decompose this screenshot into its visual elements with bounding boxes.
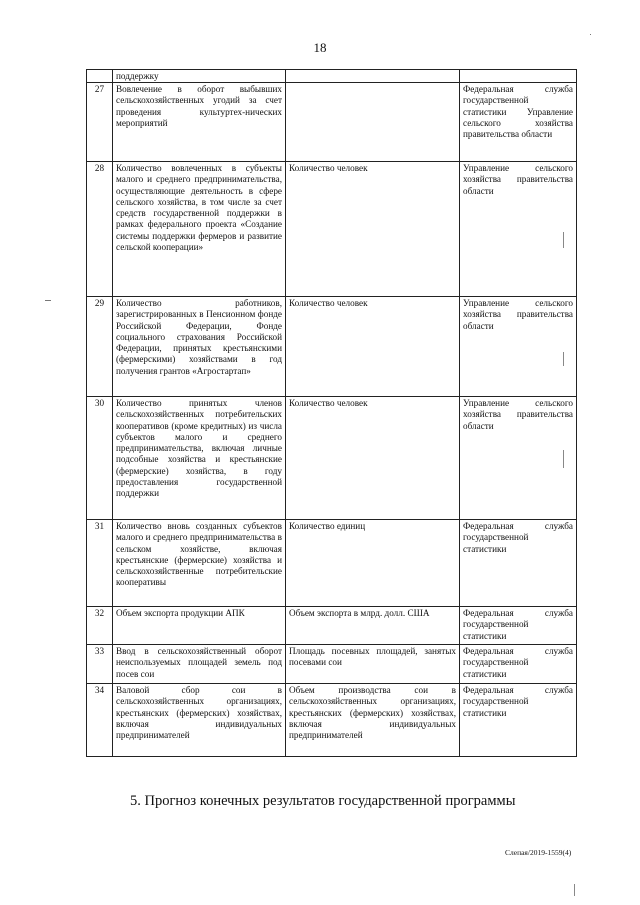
indicator-cell: поддержку [113,70,286,83]
table-row [87,83,577,162]
section-heading: 5. Прогноз конечных результатов государственной программы [130,793,516,809]
scan-speck [45,300,51,301]
unit-cell: Количество человек [286,397,460,520]
unit-cell: Объем производства сои в сельскохозяйственных организациях, крестьянских (фермерских) хозяйствах, включая индивидуальных предпринимателей [286,684,460,757]
source-cell: Управление сельского хозяйства правительства области [460,297,577,397]
indicator-cell: Ввод в сельскохозяйственный оборот неиспользуемых площадей земель под посев сои [113,645,286,684]
scan-mark [563,450,564,468]
source-cell: Федеральная служба государственной статистики [460,684,577,757]
table-row [87,645,577,684]
indicator-cell: Валовой сбор сои в сельскохозяйственных организациях, крестьянских (фермерских) хозяйствах, включая индивидуальных предпринимателей [113,684,286,757]
scan-mark [574,884,575,896]
row-number: 33 [87,645,113,684]
page-number: 18 [313,40,327,55]
source-cell: Управление сельского хозяйства правительства области [460,162,577,297]
unit-cell: Площадь посевных площадей, занятых посевами сои [286,645,460,684]
row-number: 30 [87,397,113,520]
table-row [87,607,577,645]
row-number [87,70,113,83]
unit-cell: Количество человек [286,162,460,297]
unit-cell [286,70,460,83]
unit-cell [286,83,460,162]
table-row [87,520,577,607]
row-number: 27 [87,83,113,162]
source-cell [460,70,577,83]
table-row [87,162,577,297]
unit-cell: Количество единиц [286,520,460,607]
indicator-cell: Количество вновь созданных субъектов малого и среднего предпринимательства в сельском хозяйстве, включая крестьянские (фермерские) хозяйства и сельскохозяйственные потребительские кооперативы [113,520,286,607]
indicator-cell: Вовлечение в оборот выбывших сельскохозяйственных угодий за счет проведения культуртех-нических мероприятий [113,83,286,162]
row-number: 29 [87,297,113,397]
indicator-cell: Количество принятых членов сельскохозяйственных потребительских кооперативов (кроме кредитных) из числа субъектов малого и среднего предпринимательства, включая личные подсобные хозяйства и крестьянские (фермерские) хозяйства, в году предоставления государственной поддержки [113,397,286,520]
row-number: 31 [87,520,113,607]
document-code: Слепая/2019-1559(4) [505,848,572,857]
indicator-cell: Объем экспорта продукции АПК [113,607,286,645]
table-row [87,70,577,83]
unit-cell: Объем экспорта в млрд. долл. США [286,607,460,645]
indicator-cell: Количество вовлеченных в субъекты малого и среднего предпринимательства, осуществляющие деятельность в сфере сельского хозяйства, в том числе за счет средств государственной поддержки в рамках федерального проекта «Создание системы поддержки фермеров и развитие сельской кооперации» [113,162,286,297]
table-row [87,297,577,397]
scan-speck [590,34,591,35]
indicator-cell: Количество работников, зарегистрированных в Пенсионном фонде Российской Федерации, Фонде социального страхования Российской Федерации, принятых крестьянскими (фермерскими) хозяйствами в год получения грантов «Агростартап» [113,297,286,397]
row-number: 34 [87,684,113,757]
unit-cell: Количество человек [286,297,460,397]
row-number: 32 [87,607,113,645]
indicators-table [86,69,577,757]
scan-mark [563,232,564,248]
scan-mark [563,352,564,366]
source-cell: Федеральная служба государственной статистики [460,645,577,684]
table-row [87,397,577,520]
source-cell: Управление сельского хозяйства правительства области [460,397,577,520]
source-cell: Федеральная служба государственной статистики [460,520,577,607]
source-cell: Федеральная служба государственной статистики Управление сельского хозяйства правительства области [460,83,577,162]
row-number: 28 [87,162,113,297]
source-cell: Федеральная служба государственной статистики [460,607,577,645]
table-row [87,684,577,757]
